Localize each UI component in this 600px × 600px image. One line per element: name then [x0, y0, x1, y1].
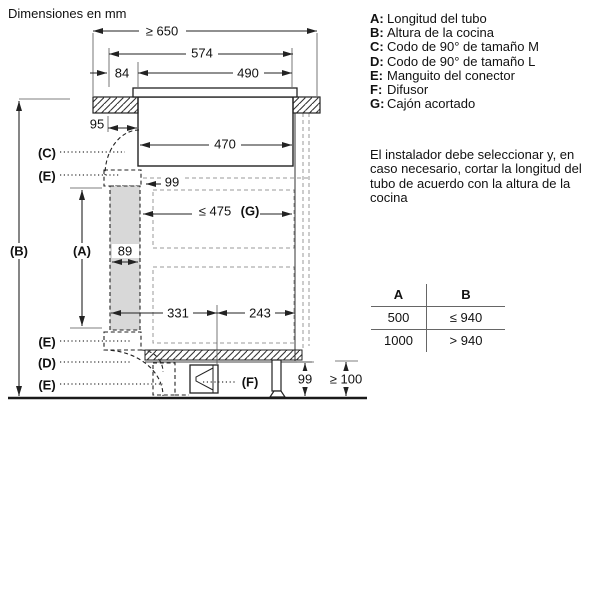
- page-title: Dimensiones en mm: [8, 6, 127, 21]
- table-cell: 500: [371, 306, 427, 329]
- dim-cutout-width: 490: [237, 65, 259, 81]
- installer-note: El instalador debe seleccionar y, en caso necesario, cortar la longitud del tubo de acuerdo con la altura de la cocina: [370, 147, 582, 206]
- dim-duct-offset: 95: [89, 116, 105, 132]
- legend-text: Altura de la cocina: [387, 25, 494, 41]
- legend-key: G:: [370, 96, 385, 112]
- shortened-drawer: [153, 190, 294, 248]
- table-cell: 1000: [371, 329, 427, 352]
- table-header-a: A: [371, 284, 427, 306]
- dim-min-width: ≥ 650: [145, 23, 179, 39]
- dim-duct-width: 89: [117, 243, 133, 259]
- dim-plinth-height: 99: [297, 371, 313, 387]
- dim-offset-left: 84: [114, 65, 130, 81]
- dim-drawer-depth: ≤ 475: [198, 203, 232, 219]
- connector-sleeve-bottom: [153, 363, 175, 395]
- cabinet-leg: [270, 360, 285, 397]
- plinth-panel: [145, 350, 302, 360]
- hob-body: [138, 97, 293, 166]
- label-f: (F): [241, 374, 259, 390]
- legend-text: Difusor: [387, 82, 429, 98]
- legend-text: Codo de 90° de tamaño L: [387, 53, 536, 69]
- dim-diffuser-wall: 243: [249, 305, 271, 321]
- dim-floor-clearance: ≥ 100: [329, 371, 363, 387]
- label-e-top: (E): [38, 168, 56, 184]
- dim-box-width: 470: [214, 136, 236, 152]
- legend-key: C:: [370, 39, 384, 55]
- worktop-left: [93, 97, 138, 113]
- legend-text: Manguito del conector: [387, 67, 515, 83]
- table-cell: > 940: [427, 329, 505, 352]
- leader-lines: [60, 152, 236, 384]
- diffuser: [190, 365, 218, 393]
- legend-key: F:: [370, 82, 383, 98]
- glass-top: [133, 88, 297, 97]
- dim-duct-clearance: 99: [164, 174, 180, 190]
- legend-text: Cajón acortado: [387, 96, 476, 112]
- label-d: (D): [37, 355, 57, 371]
- dim-duct-diffuser: 331: [167, 305, 189, 321]
- table-header-b: B: [461, 287, 471, 302]
- label-e-bottom: (E): [38, 377, 56, 393]
- legend-key: B:: [370, 25, 384, 41]
- label-b: (B): [9, 243, 29, 259]
- label-c: (C): [37, 145, 57, 161]
- connector-sleeve-top: [104, 170, 141, 186]
- label-e-mid: (E): [38, 334, 56, 350]
- table-cell: ≤ 940: [427, 306, 505, 329]
- legend-key: A:: [370, 11, 384, 26]
- legend-text: Codo de 90° de tamaño M: [387, 39, 539, 55]
- dim-hob-width: 574: [191, 45, 213, 61]
- legend-key: E:: [370, 67, 383, 83]
- legend-text: Longitud del tubo: [387, 11, 487, 26]
- label-a: (A): [72, 243, 92, 259]
- worktop-right: [293, 97, 320, 113]
- label-g: (G): [240, 203, 260, 219]
- legend-key: D:: [370, 53, 384, 69]
